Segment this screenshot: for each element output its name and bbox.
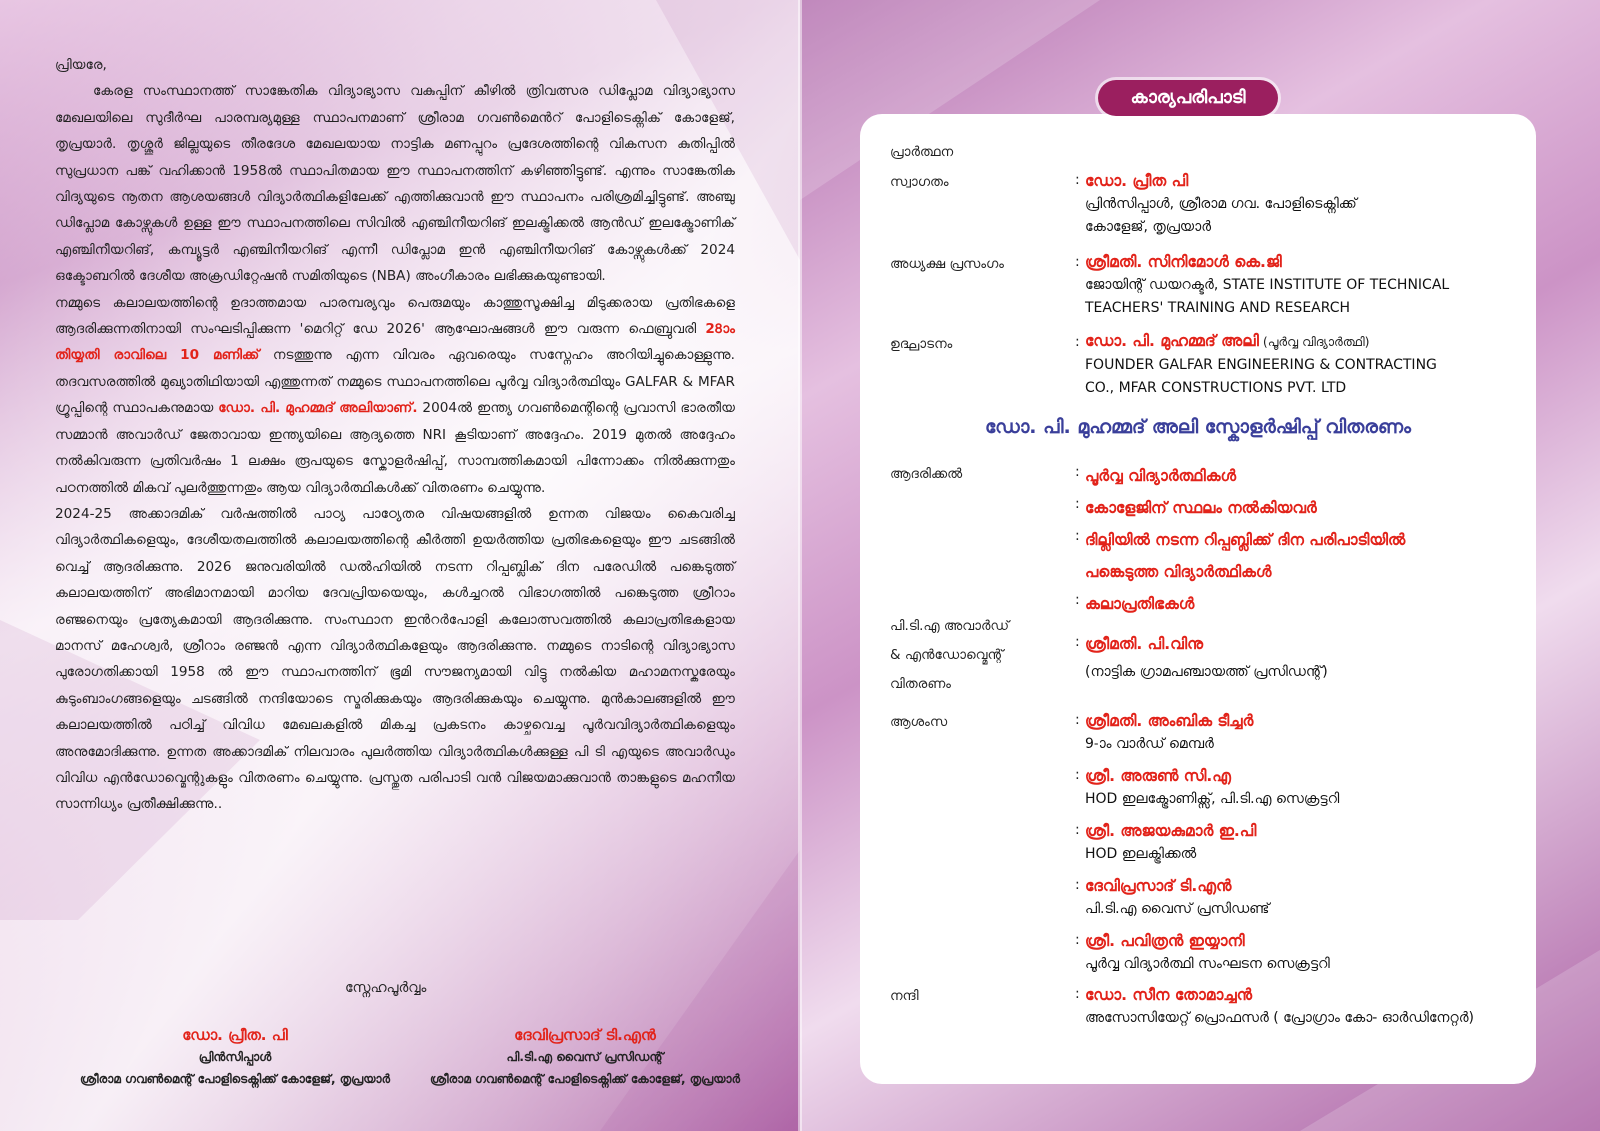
pta-award-label xyxy=(890,612,1009,699)
prayer-label: പ്രാർത്ഥന xyxy=(890,144,954,160)
colon: : xyxy=(1075,634,1080,650)
speaker-desc: TEACHERS' TRAINING AND RESEARCH xyxy=(1085,300,1351,316)
speaker-desc: കോളേജ്, തൃപ്രയാർ xyxy=(1085,219,1211,235)
colon: : xyxy=(1075,592,1080,608)
presidential-speaker xyxy=(1085,251,1449,320)
colon: : xyxy=(1075,712,1080,728)
welcome-label: സ്വാഗതം xyxy=(890,174,949,190)
speaker-name: ശ്രീമതി. പി.വിനു xyxy=(1085,635,1204,653)
speaker-desc: പി.ടി.എ വൈസ് പ്രസിഡണ്ട് xyxy=(1085,901,1270,917)
speaker-desc: (നാട്ടിക ഗ്രാമപഞ്ചായത്ത് പ്രസിഡന്റ്) xyxy=(1085,664,1328,680)
signatory-role: പി.ടി.എ വൈസ് പ്രസിഡന്റ് xyxy=(506,1050,664,1064)
colon: : xyxy=(1075,932,1080,948)
signatory-name: ഡോ. പ്രീത. പി xyxy=(182,1026,288,1044)
colon: : xyxy=(1075,986,1080,1002)
text-span: നമ്മുടെ കലാലയത്തിന്റെ ഉദാത്തമായ പാരമ്പര്യവും പെരുമയും കാത്തുസൂക്ഷിച്ച മിടുക്കരായ പ്രതിഭകളെ ആദരിക്കുന്നതിനായി സംഘടിപ്പിക്കുന്ന 'മെറിറ്റ് ഡേ 2026' ആഘോഷങ്ങൾ ഈ വരുന്ന ഫെബ്രുവരി xyxy=(55,294,735,338)
speaker-desc: HOD ഇലക്ട്രിക്കൽ xyxy=(1085,846,1197,862)
speaker-note: (പൂർവ്വ വിദ്യാർത്ഥി) xyxy=(1258,334,1370,349)
colon: : xyxy=(1075,254,1080,270)
honor-list xyxy=(1085,460,1405,620)
honor-label: ആദരിക്കൽ xyxy=(890,466,963,482)
invitation-letter xyxy=(55,52,735,818)
greeting-entry xyxy=(1085,820,1339,875)
speaker-name: ശ്രീ. അജയകുമാർ ഇ.പി xyxy=(1085,822,1257,840)
pta-speaker xyxy=(1085,630,1328,686)
signatory-org: ശ്രീരാമ ഗവൺമെന്റ് പോളിടെക്നിക്ക് കോളേജ്, തൃപ്രയാർ xyxy=(430,1072,740,1086)
chief-guest-name: ഡോ. പി. മുഹമ്മദ് അലിയാണ്. xyxy=(218,400,418,417)
greeting-entry xyxy=(1085,930,1339,985)
colon: : xyxy=(1075,528,1080,544)
honor-item: ദില്ലിയിൽ നടന്ന റിപ്പബ്ലിക്ക് ദിന പരിപാടിയിൽ xyxy=(1085,531,1406,549)
thanks-label: നന്ദി xyxy=(890,988,919,1004)
speaker-name: ഡോ. സീന തോമാച്ചൻ xyxy=(1085,986,1252,1004)
thanks-speaker xyxy=(1085,984,1474,1030)
greeting-entry xyxy=(1085,765,1339,820)
speaker-desc: പൂർവ്വ വിദ്യാർത്ഥി സംഘടന സെക്രട്ടറി xyxy=(1085,956,1330,972)
speaker-desc: HOD ഇലക്ട്രോണിക്സ്, പി.ടി.എ സെക്രട്ടറി xyxy=(1085,791,1340,807)
speaker-name: ശ്രീമതി. അംബിക ടീച്ചർ xyxy=(1085,712,1254,730)
speaker-desc: ജോയിന്റ് ഡയറക്ടർ, STATE INSTITUTE OF TECHNICAL xyxy=(1085,277,1450,293)
speaker-name: ശ്രീ. അരുൺ സി.എ xyxy=(1085,767,1231,785)
colon: : xyxy=(1075,464,1080,480)
greetings-label: ആശംസ xyxy=(890,714,948,730)
program-badge: കാര്യപരിപാടി xyxy=(1098,80,1278,116)
speaker-desc: FOUNDER GALFAR ENGINEERING & CONTRACTING xyxy=(1085,357,1437,373)
salutation: പ്രിയരേ, xyxy=(55,57,107,73)
honor-item: കോളേജിന് സ്ഥലം നൽകിയവർ xyxy=(1085,499,1317,517)
label-line: പി.ടി.എ അവാർഡ് xyxy=(890,618,1010,634)
letter-paragraph-3: 2024-25 അക്കാദമിക് വർഷത്തിൽ പാഠ്യ പാഠ്യേതര വിഷയങ്ങളിൽ ഉന്നത വിജയം കൈവരിച്ച വിദ്യാർത്ഥികളെയും, ദേശീയതലത്തിൽ കലാലയത്തിന്റെ കീർത്തി ഉയർത്തിയ പ്രതിഭകളെയും ഈ ചടങ്ങിൽ വെച്ച് ആദരിക്കുന്നു. 2026 ജനുവരിയിൽ ഡൽഹിയിൽ നടന്ന റിപ്പബ്ലിക് ദിന പരേഡിൽ പങ്കെടുത്ത് കലാലയത്തിന് അഭിമാനമായി മാറിയ ദേവപ്രിയയെയും, കൾച്ചറൽ വിഭാഗത്തിൽ പങ്കെടുത്ത ശ്രീറാം രഞ്ജനെയും പ്രത്യേകമായി ആദരിക്കുന്നു. സംസ്ഥാന ഇൻറർപോളി കലോത്സവത്തിൽ കലാപ്രതിഭകളായ മാനസ് മഹേശ്വർ, ശ്രീറാം രഞ്ജൻ എന്ന വിദ്യാർത്ഥികളേയും ആദരിക്കുന്നു. നമ്മുടെ നാടിന്റെ വിദ്യാഭ്യാസ പുരോഗതിക്കായി 1958 ൽ ഈ സ്ഥാപനത്തിന് ഭൂമി സൗജന്യമായി വിട്ടു നൽകിയ മഹാമനസ്കരേയും കുടുംബാംഗങ്ങളെയും ചടങ്ങിൽ നന്ദിയോടെ സ്മരിക്കുകയും ആദരിക്കുകയും ചെയ്യുന്നു. മുൻകാലങ്ങളിൽ ഈ കലാലയത്തിൽ പഠിച്ച് വിവിധ മേഖലകളിൽ മികച്ച പ്രകടനം കാഴ്ചവെച്ച പൂർവവിദ്യാർത്ഥികളെയും അനുമോദിക്കുന്നു. ഉന്നത അക്കാദമിക് നിലവാരം പുലർത്തിയ വിദ്യാർത്ഥികൾക്കുള്ള പി ടി എയുടെ അവാർഡും വിവിധ എൻഡോവ്മെന്റുകളും വിതരണം ചെയ്യുന്നു. പ്രസ്തുത പരിപാടി വൻ വിജയമാക്കുവാൻ താങ്കളുടെ മഹനീയ സാന്നിധ്യം പ്രതീക്ഷിക്കുന്നു.. xyxy=(55,505,735,813)
speaker-desc: അസോസിയേറ്റ് പ്രൊഫസർ ( പ്രോഗ്രാം കോ- ഓർഡിനേറ്റർ) xyxy=(1085,1010,1474,1026)
colon: : xyxy=(1075,334,1080,350)
signature-principal xyxy=(70,1024,400,1090)
speaker-desc: 9-ാം വാർഡ് മെമ്പർ xyxy=(1085,736,1214,752)
scholarship-title: ഡോ. പി. മുഹമ്മദ് അലി സ്കോളർഷിപ്പ് വിതരണം xyxy=(985,416,1411,438)
letter-paragraph-2 xyxy=(55,290,735,501)
colon: : xyxy=(1075,172,1080,188)
program-card xyxy=(860,114,1536,1084)
colon: : xyxy=(1075,767,1080,783)
label-line: & എൻഡോവ്മെന്റ് xyxy=(890,647,1004,663)
closing: സ്നേഹപൂർവ്വം xyxy=(345,980,427,996)
fold-line xyxy=(798,0,802,1131)
signatory-role: പ്രിൻസിപ്പാൾ xyxy=(198,1050,272,1064)
honor-item: പങ്കെടുത്ത വിദ്യാർത്ഥികൾ xyxy=(1085,563,1272,581)
speaker-name: ശ്രീ. പവിത്രൻ ഇയ്യാനി xyxy=(1085,932,1245,950)
text-span: 2004ൽ ഇന്ത്യ ഗവൺമെന്റിന്റെ പ്രവാസി ഭാരതീയ സമ്മാൻ അവാർഡ് ജേതാവായ ഇന്ത്യയിലെ ആദ്യത്തെ NRI കൂടിയാണ് അദ്ദേഹം. 2019 മുതൽ അദ്ദേഹം നൽകിവരുന്ന പ്രതിവർഷം 1 ലക്ഷം രൂപയുടെ സ്കോളർഷിപ്പ്, സാമ്പത്തികമായി പിന്നോക്കം നിൽക്കുന്നതും പഠനത്തിൽ മികവ് പുലർത്തുന്നതും ആയ വിദ്യാർത്ഥികൾക്ക് വിതരണം ചെയ്യുന്നു. xyxy=(55,400,735,496)
speaker-name: ഡോ. പി. മുഹമ്മദ് അലി xyxy=(1085,332,1259,350)
greeting-entry xyxy=(1085,875,1339,930)
speaker-name: ഡോ. പ്രീത പി xyxy=(1085,172,1189,190)
text-span: നടത്തുന്നു എന്ന വിവരം ഏവരെയും സസ്നേഹം അറിയിച്ചുകൊള്ളുന്നു. തദവസരത്തിൽ മുഖ്യാതിഥിയായി എത്തുന്നത് നമ്മുടെ സ്ഥാപനത്തിലെ പൂർവ്വ വിദ്യാർത്ഥിയും GALFAR & MFAR ഗ്രൂപ്പിന്റെ സ്ഥാപകനുമായ xyxy=(55,347,736,417)
signatory-org: ശ്രീരാമ ഗവൺമെന്റ് പോളിടെക്നിക്ക് കോളേജ്, തൃപ്രയാർ xyxy=(80,1072,390,1086)
colon: : xyxy=(1075,877,1080,893)
greeting-entry xyxy=(1085,710,1339,765)
honor-item: കലാപ്രതിഭകൾ xyxy=(1085,595,1195,613)
presidential-label: അധ്യക്ഷ പ്രസംഗം xyxy=(890,256,1004,272)
inauguration-label: ഉദ്ഘാടനം xyxy=(890,336,953,352)
speaker-desc: CO., MFAR CONSTRUCTIONS PVT. LTD xyxy=(1085,380,1347,396)
honor-item: പൂർവ്വ വിദ്യാർത്ഥികൾ xyxy=(1085,467,1237,485)
letter-paragraph-1: കേരള സംസ്ഥാനത്ത് സാങ്കേതിക വിദ്യാഭ്യാസ വകുപ്പിന് കീഴിൽ ത്രിവത്സര ഡിപ്ലോമ വിദ്യാഭ്യാസ മേഖലയിലെ സുദീർഘ പാരമ്പര്യമുള്ള സ്ഥാപനമാണ് ശ്രീരാമ ഗവൺമെൻറ് പോളിടെക്നിക് കോളേജ്, തൃപ്രയാർ. തൃശ്ശൂർ ജില്ലയുടെ തീരദേശ മേഖലയായ നാട്ടിക മണപ്പുറം പ്രദേശത്തിന്റെ വികസന കുതിപ്പിൽ സുപ്രധാന പങ്ക് വഹിക്കാൻ 1958ൽ സ്ഥാപിതമായ ഈ സ്ഥാപനത്തിന് കഴിഞ്ഞിട്ടുണ്ട്. എന്നും സാങ്കേതിക വിദ്യയുടെ നൂതന ആശയങ്ങൾ വിദ്യാർത്ഥികളിലേക്ക് എത്തിക്കുവാൻ ഈ സ്ഥാപനം പരിശ്രമിച്ചിട്ടുണ്ട്. അഞ്ചു ഡിപ്ലോമ കോഴ്സുകൾ ഉള്ള ഈ സ്ഥാപനത്തിലെ സിവിൽ എഞ്ചിനീയറിങ് ഇലക്ട്രിക്കൽ ആൻഡ് ഇലക്ട്രോണിക് എഞ്ചിനീയറിങ്, കമ്പ്യൂട്ടർ എഞ്ചിനീയറിങ് എന്നീ ഡിപ്ലോമ ഇൻ എഞ്ചിനീയറിങ് കോഴ്സുകൾക്ക് 2024 ഒക്ടോബറിൽ ദേശീയ അക്രഡിറ്റേഷൻ സമിതിയുടെ (NBA) അംഗീകാരം ലഭിക്കുകയുണ്ടായി. xyxy=(55,83,735,285)
speaker-desc: പ്രിൻസിപ്പാൾ, ശ്രീരാമ ഗവ. പോളിടെക്നിക്ക് xyxy=(1085,196,1357,212)
speaker-name: ദേവിപ്രസാദ് ടി.എൻ xyxy=(1085,877,1232,895)
colon: : xyxy=(1075,822,1080,838)
greetings-list xyxy=(1085,710,1339,985)
welcome-speaker xyxy=(1085,170,1357,239)
signature-vice-president xyxy=(420,1024,750,1090)
speaker-name: ശ്രീമതി. സിനിമോൾ കെ.ജി xyxy=(1085,253,1282,271)
label-line: വിതരണം xyxy=(890,676,951,692)
colon: : xyxy=(1075,496,1080,512)
event-date: 28ാം തിയ്യതി രാവിലെ 10 മണിക്ക് xyxy=(55,321,735,364)
signatory-name: ദേവിപ്രസാദ് ടി.എൻ xyxy=(514,1026,656,1044)
inauguration-speaker xyxy=(1085,330,1437,400)
